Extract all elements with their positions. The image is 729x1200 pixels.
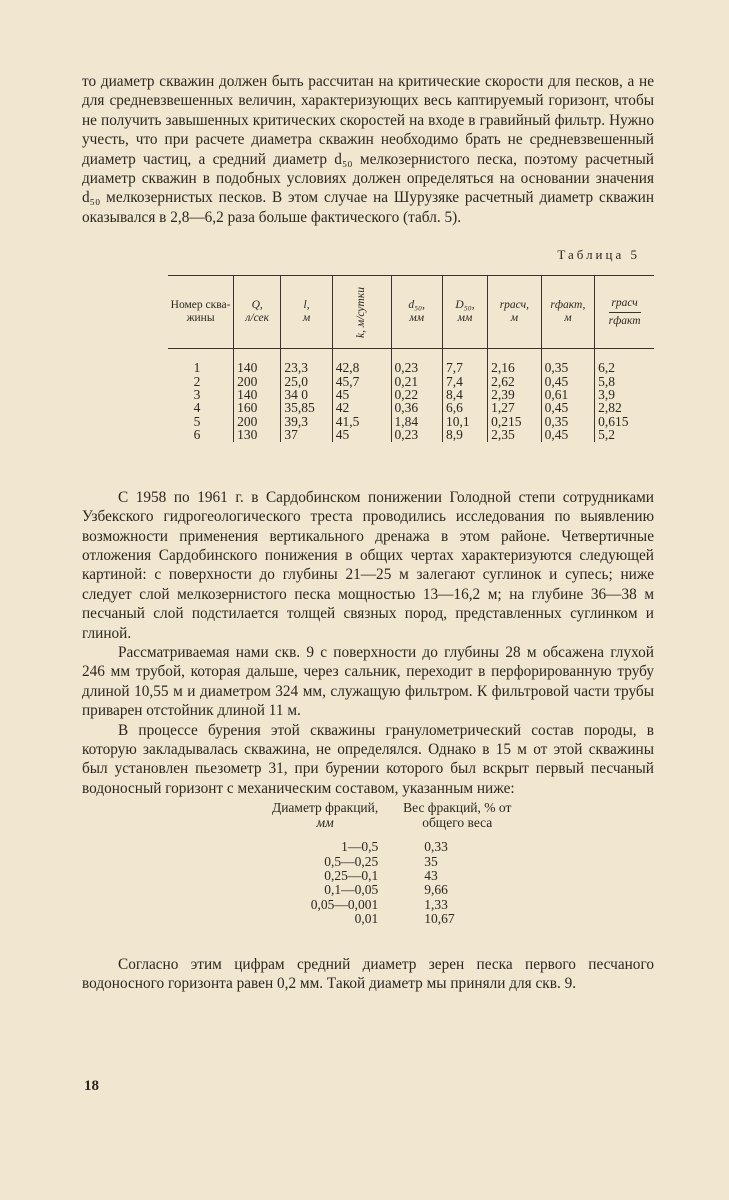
fraction-diameter: 0,1—0,05: [324, 882, 379, 898]
list-item: [260, 883, 524, 897]
paragraph-2: С 1958 по 1961 г. в Сардобинском понижении Голодной степи сотрудниками Узбекского гидрогеологического треста проводились исследования по выявлению возможности применения вертикального дренажа в этом районе. Четвертичные отложения Сардобинского понижения в общих чертах характеризуются следующей картиной: с поверхности до глубины 21—25 м залегают суглинок и супесь; ниже следует слой мелкозернистого песка мощностью 13—16,2 м; на глубине 36—38 м песчаный слой подстилается толщей связных пород, представленных суглинком и глиной.: [82, 488, 654, 642]
table-cell: 45: [332, 428, 391, 441]
table-cell: 10,1: [442, 415, 487, 428]
table-cell: 1: [193, 360, 201, 376]
table-cell: 0,45: [541, 375, 595, 388]
page-number: 18: [84, 1078, 99, 1094]
table-cell: 0,35: [541, 361, 595, 374]
list-item: [260, 855, 524, 869]
table-header-row: [168, 276, 654, 349]
table-cell: 140: [234, 361, 281, 374]
table-cell: 0,61: [541, 388, 595, 401]
col-l: l, м: [281, 276, 332, 349]
table-cell: 8,9: [442, 428, 487, 441]
table-cell: 6,6: [442, 401, 487, 414]
table-cell: 7,7: [442, 361, 487, 374]
table-cell: 3,9: [595, 388, 654, 401]
table-cell: 2,16: [488, 361, 542, 374]
paragraph-1: то диаметр скважин должен быть рассчитан на критические скорости для песков, а не для средневзвешенных величин, характеризующих весь каптируемый горизонт, чтобы не получить завышенных критических скоростей на входе в гравийный фильтр. Нужно учесть, что при расчете диаметра скважин необходимо брать не средневзвешенный диаметр частиц, а средний диаметр d₅₀ мелкозернистого песка, поэтому расчетный диаметр скважин в подобных условиях должен определяться на основании значения d₅₀ мелкозернистых песков. В этом случае на Шурузяке расчетный диаметр скважин оказывался в 2,8—6,2 раза больше фактического (табл. 5).: [82, 73, 654, 226]
fraction-diameter: 1—0,5: [341, 839, 379, 855]
table-cell: 0,22: [391, 388, 442, 401]
col-q: Q, л/сек: [234, 276, 281, 349]
fraction-col-diameter: Диаметр фракций, мм: [272, 800, 379, 831]
table-cell: 140: [234, 388, 281, 401]
table-cell: 5: [193, 413, 201, 429]
table-cell: 1,27: [488, 401, 542, 414]
paragraph-5: Согласно этим цифрам средний диаметр зерен песка первого песчаного водоносного горизонта равен 0,2 мм. Такой диаметр мы приняли для скв. 9.: [82, 955, 654, 993]
table-cell: 130: [234, 428, 281, 441]
fraction-weight: 0,33: [424, 839, 448, 855]
table-cell: 0,21: [391, 375, 442, 388]
table-cell: 6: [193, 427, 201, 443]
list-item: [260, 912, 524, 926]
table-cell: 41,5: [332, 415, 391, 428]
table-cell: 0,615: [595, 415, 654, 428]
page-body: [82, 72, 654, 993]
table-cell: 39,3: [281, 415, 332, 428]
table-cell: 2,62: [488, 375, 542, 388]
table-row: [168, 361, 654, 374]
table-body: [168, 349, 654, 442]
fraction-weight: 1,33: [424, 896, 448, 912]
table-cell: 0,35: [541, 415, 595, 428]
table-cell: 42,8: [332, 361, 391, 374]
table-cell: 160: [234, 401, 281, 414]
table-row: [168, 428, 654, 441]
table-cell: 5,8: [595, 375, 654, 388]
table-cell: 1,84: [391, 415, 442, 428]
table-cell: 5,2: [595, 428, 654, 441]
table-cell: 0,45: [541, 401, 595, 414]
table-row: [168, 388, 654, 401]
list-item: [260, 898, 524, 912]
table-cell: 45,7: [332, 375, 391, 388]
table-cell: 4: [193, 400, 201, 416]
table-cell: 0,23: [391, 428, 442, 441]
fraction-diameter: 0,5—0,25: [324, 853, 379, 869]
fraction-weight: 10,67: [424, 911, 455, 927]
fraction-weight: 43: [424, 868, 438, 883]
table-row: [168, 401, 654, 414]
fraction-weight: 35: [424, 853, 438, 869]
table-cell: 23,3: [281, 361, 332, 374]
paragraph-3: Рассматриваемая нами скв. 9 с поверхности до глубины 28 м обсажена глухой 246 мм трубой, которая дальше, через сальник, переходит в перфорированную трубу длиной 10,55 м и диаметром 324 мм, служащую фильтром. К фильтровой части трубы приварен отстойник длиной 11 м.: [82, 643, 654, 720]
col-well: Номер сква-жины: [168, 276, 234, 349]
table-cell: 25,0: [281, 375, 332, 388]
col-r-fact: rфакт, м: [541, 276, 595, 349]
table-cell: 7,4: [442, 375, 487, 388]
table-cell: 37: [281, 428, 332, 441]
col-ratio: $\frac{\text{rрасч}}{\text{rфакт}}$: [595, 276, 654, 349]
table-row: [168, 375, 654, 388]
table-cell: 42: [332, 401, 391, 414]
table-cell: 35,85: [281, 401, 332, 414]
table-row: [168, 415, 654, 428]
fraction-diameter: 0,01: [354, 911, 379, 927]
table-cell: 200: [234, 415, 281, 428]
col-k: k, м/сутки: [332, 276, 391, 349]
table-cell: 2,35: [488, 428, 542, 441]
list-item: [260, 840, 524, 854]
fraction-diameter: 0,25—0,1: [324, 868, 379, 883]
table-cell: 2,39: [488, 388, 542, 401]
fraction-col-weight: Вес фракций, % от общего веса: [403, 800, 512, 831]
paragraph-4: В процессе бурения этой скважины гранулометрический состав породы, в которую закладывалась скважина, не определялся. Однако в 15 м от этой скважины был установлен пьезометр 31, при бурении которого был вскрыт первый песчаный водоносный горизонт с механическим составом, указанным ниже:: [82, 721, 654, 797]
fraction-table-body: [260, 840, 524, 926]
table-cell: 2,82: [595, 401, 654, 414]
col-d50: d₅₀, мм: [391, 276, 442, 349]
table-cell: 2: [193, 373, 201, 389]
table-5: [168, 275, 654, 441]
table-cell: 3: [193, 387, 201, 403]
table-cell: 0,45: [541, 428, 595, 441]
table-cell: 200: [234, 375, 281, 388]
fraction-weight: 9,66: [424, 882, 448, 898]
col-r-calc: rрасч, м: [488, 276, 542, 349]
table-cell: 8,4: [442, 388, 487, 401]
list-item: [260, 869, 524, 883]
table-cell: 45: [332, 388, 391, 401]
col-D50: D₅₀, мм: [442, 276, 487, 349]
fraction-table: [260, 800, 524, 926]
table-cell: 0,36: [391, 401, 442, 414]
table-cell: 6,2: [595, 361, 654, 374]
table-cell: 0,215: [488, 415, 542, 428]
table-cell: 0,23: [391, 361, 442, 374]
table-caption: Таблица 5: [557, 247, 640, 263]
fraction-diameter: 0,05—0,001: [310, 896, 379, 912]
table-cell: 34 0: [281, 388, 332, 401]
